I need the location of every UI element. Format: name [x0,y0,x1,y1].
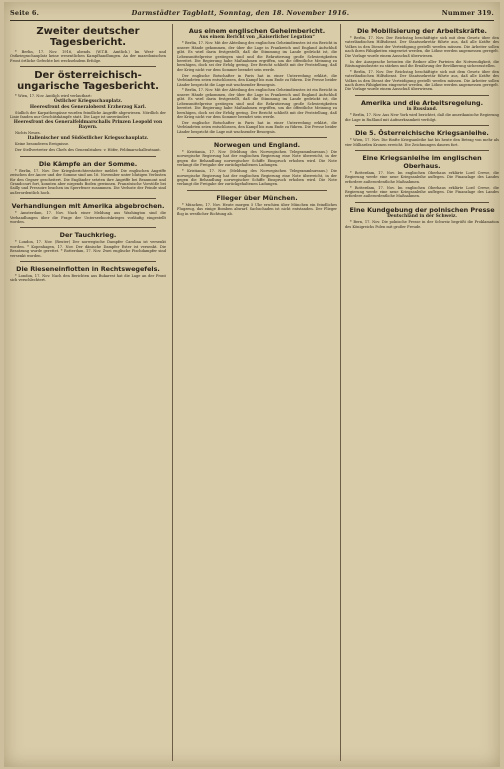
article-signature: Der Stellvertreter des Chefs des Generalstabes: v. Höfer, Feldmarschalleutnant. [15,148,161,153]
headline-subtitle: Deutschland in der Schweiz. [387,213,457,219]
headline-mobilization: Die Mobilisierung der Arbeitskräfte. [357,27,487,35]
divider [355,125,489,126]
divider [355,150,489,151]
divider [187,190,327,191]
newspaper-page [4,2,500,767]
article-body: * Wien, 17. Nov. Die fünfte Kriegsanleihe hat bis heute den Betrag von mehr als vier Milliarden Kronen erreicht. Die Zeichnungen dauern fort. [345,138,499,147]
article-body: * Rotterdam, 17. Nov. Im englischen Oberhaus erklärte Lord Crewe, die Regierung werde eine neue Kriegsanleihe auflegen. Die Finanzlage des Landes erfordere außerordentliche Maßnahmen. [345,170,499,184]
section-subtitle: Heeresfront des Generaloberst Erzherzog Karl. [29,104,147,110]
issue-number: Nummer 319. [441,9,494,17]
article-note: Keine besonderen Ereignisse. [15,142,70,147]
article-body: * Bern, 17. Nov. Die polnische Presse in der Schweiz begrüßt die Proklamation des Königreichs Polen mit großer Freude. [345,220,499,229]
article-body: * London, 17. Nov. Nach den Berichten aus Bukarest hat die Lage an der Front sich verschlechtert. [10,273,166,283]
headline-second-german-report: Zweiter deutscher Tagesbericht. [36,26,140,48]
headline-norway-england: Norwegen und England. [213,141,301,150]
newspaper-dateline: Darmstädter Tagblatt, Sonntag, den 18. November 1916. [131,9,350,17]
divider [20,156,156,157]
article-body: In der Aussprache betonten die Redner aller Parteien die Notwendigkeit, die Rüstungsindustrie zu stärken und die Ernährung der Bevölkerung sicherzustellen. [345,59,499,68]
section-title: Östlicher Kriegsschauplatz. [53,99,123,105]
article-body: * Kristiania, 17. Nov. (Meldung des Norwegischen Telegrammbureaus.) Die norwegische Regierung hat der englischen Regierung eine Note überreicht, in der gegen die Behandlung norwegischer Schiffe Einspruch erhoben wird. Die Note verlangt die Freigabe der zurückgehaltenen Ladungen. [177,150,337,168]
divider [20,227,156,228]
column-1 [10,24,166,761]
headline-upper-house: Eine Kriegsanleihe im englischen Oberhaus. [362,153,482,170]
divider [20,66,156,67]
article-body: * Berlin, 17. Nov. Der Kriegsberichterstatter meldet: Die englischen Angriffe zwischen der Ancre und der Somme sind am 16. November unter blutigen Verlusten für den Gegner gescheitert. Die Engländer setzten ihre Angriffe bei Beaumont und Grandcourt fort, konnten aber nirgends Boden gewinnen. Französische Vorstöße bei Sailly und Pressoire brachen im Sperrfeuer zusammen. Die Verluste der Feinde sind außerordentlich hoch. [10,168,166,195]
headline-polish-press: Eine Kundgebung der polnischen Presse [349,205,495,214]
article-note: Nichts Neues. [15,131,41,136]
headline-subtitle: in Russland. [406,106,438,112]
headline-america: Verhandlungen mit Amerika abgebrochen. [11,202,165,211]
headline-english-secret-report: Aus einem englischen Geheimbericht. [188,27,326,35]
article-body: Der englische Botschafter in Paris hat in einer Unterredung erklärt, die Verbündeten seien entschlossen, den Kampf bis zum Ende zu führen. Die Presse beider Länder bespricht die Lage mit wachsender Besorgnis. [177,120,337,134]
column-2 [172,24,337,761]
article-body: * Berlin, 17. Nov. Mit der Abteilung des englischen Geheimdienstes ist ein Bericht in unsere Hände gekommen, der über die Lage in Frankreich und England Aufschluß gibt. Es wird darin festgestellt, daß die Stimmung im Lande gedrückt ist, die Lebensmittelpreise gestiegen sind und die Rekrutierung große Schwierigkeiten bereitet. Die Regierung habe Maßnahmen ergriffen, um die öffentliche Meinung zu beruhigen, doch sei der Erfolg gering. Der Bericht schließt mit der Feststellung, daß der Krieg nicht vor dem Sommer beendet sein werde. [177,88,337,119]
article-body: * Berlin, 17. Nov. Mit der Abteilung des englischen Geheimdienstes ist ein Bericht in unsere Hände gekommen, der über die Lage in Frankreich und England Aufschluß gibt. Es wird darin festgestellt, daß die Stimmung im Lande gedrückt ist, die Lebensmittelpreise gestiegen sind und die Rekrutierung große Schwierigkeiten bereitet. Die Regierung habe Maßnahmen ergriffen, um die öffentliche Meinung zu beruhigen, doch sei der Erfolg gering. Der Bericht schließt mit der Feststellung, daß der Krieg nicht vor dem Sommer beendet sein werde. [177,41,337,72]
headline-bottom: Die Rieseneinflotten in Rechtswegefels. [16,264,160,273]
divider [20,261,156,262]
headline-austro-hungarian-report: Der österreichisch-ungarische Tagesbericht. [17,70,159,93]
divider [355,95,489,96]
divider [355,202,489,203]
article-body: * London, 17. Nov. (Reuter) Der norwegische Dampfer Carolina ist versenkt worden. * Kopenhagen, 17. Nov. Der dänische Dampfer Ester ist versenkt. Die Besatzung wurde gerettet. * Rotterdam, 17. Nov. Zwei englische Fischdampfer sind versenkt worden. [10,240,166,258]
masthead [10,6,494,21]
article-body: * Kristiania, 17. Nov. (Meldung des Norwegischen Telegrammbureaus.) Die norwegische Regierung hat der englischen Regierung eine Note überreicht, in der gegen die Behandlung norwegischer Schiffe Einspruch erhoben wird. Die Note verlangt die Freigabe der zurückgehaltenen Ladungen. [177,169,337,187]
article-intro: * Wien, 17. Nov. Amtlich wird verlautbart: [15,94,92,99]
headline-flyers-munich: Flieger über München. [216,193,298,202]
article-body: * Berlin, 17. Nov. Aus New York wird berichtet, daß die amerikanische Regierung die Lage in Rußland mit Aufmerksamkeit verfolgt. [345,113,499,122]
divider [187,137,327,138]
article-body: * Berlin, 17. Nov. 1916, abends. (W.T.B. Amtlich.) Im West- und Ostkriegsschauplatz keine wesentlichen Kampfhandlungen. An der mazedonischen Front örtliche Gefechte bei wechselndem Erfolge. [10,50,166,63]
headline-somme: Die Kämpfe an der Somme. [38,159,138,168]
article-body: * Berlin, 17. Nov. Der Reichstag beschäftigte sich mit dem Gesetz über den vaterländischen Hilfsdienst. Der Staatssekretär führte aus, daß alle Kräfte des Volkes in den Dienst der Verteidigung gestellt werden müssen. Die Arbeiter sollen nach ihren Fähigkeiten eingesetzt werden, die Löhne werden angemessen geregelt. Die Vorlage wurde einem Ausschuß überwiesen. [345,69,499,92]
headline-america-labor: Amerika und die Arbeitsregelung. [360,98,484,107]
article-body: Der englische Botschafter in Paris hat in einer Unterredung erklärt, die Verbündeten seien entschlossen, den Kampf bis zum Ende zu führen. Die Presse beider Länder bespricht die Lage mit wachsender Besorgnis. [177,73,337,87]
headline-subtitle: Aus einem Bericht von „Kaiserlicher Legation“ [199,35,315,40]
article-body: Südlich der Karpathenpässe wurden feindliche Angriffe abgewiesen. Nördlich der Linie fanden nur Geschützkämpfe statt. Die Lage ist unverändert. [10,110,166,120]
article-body: * Rotterdam, 17. Nov. Im englischen Oberhaus erklärte Lord Crewe, die Regierung werde eine neue Kriegsanleihe auflegen. Die Finanzlage des Landes erfordere außerordentliche Maßnahmen. [345,185,499,199]
page-number: Seite 6. [10,9,40,17]
article-body: * Amsterdam, 17. Nov. Nach einer Meldung aus Washington sind die Verhandlungen über die Frage der Unterseebootskrieges vorläufig eingestellt worden. [10,211,166,224]
column-3 [340,24,499,761]
headline-war-loan: Die 5. Österreichische Kriegsanleihe. [355,129,489,138]
article-body: * Berlin, 17. Nov. Der Reichstag beschäftigte sich mit dem Gesetz über den vaterländischen Hilfsdienst. Der Staatssekretär führte aus, daß alle Kräfte des Volkes in den Dienst der Verteidigung gestellt werden müssen. Die Arbeiter sollen nach ihren Fähigkeiten eingesetzt werden, die Löhne werden angemessen geregelt. Die Vorlage wurde einem Ausschuß überwiesen. [345,36,499,58]
section-title: Italienischer und Südöstlicher Kriegsschauplatz. [27,135,149,141]
headline-submarine-war: Der Tauchkrieg. [59,231,117,240]
section-subtitle: Heeresfront des Generalfeldmarschalls Prinzen Leopold von Bayern. [13,120,163,130]
article-body: * München, 17. Nov. Heute morgen 5 Uhr erschien über München ein feindliches Flugzeug, das einige Bomben abwarf. Sachschaden ist nicht entstanden. Der Flieger flog in westlicher Richtung ab. [177,202,337,216]
divider [20,198,156,199]
